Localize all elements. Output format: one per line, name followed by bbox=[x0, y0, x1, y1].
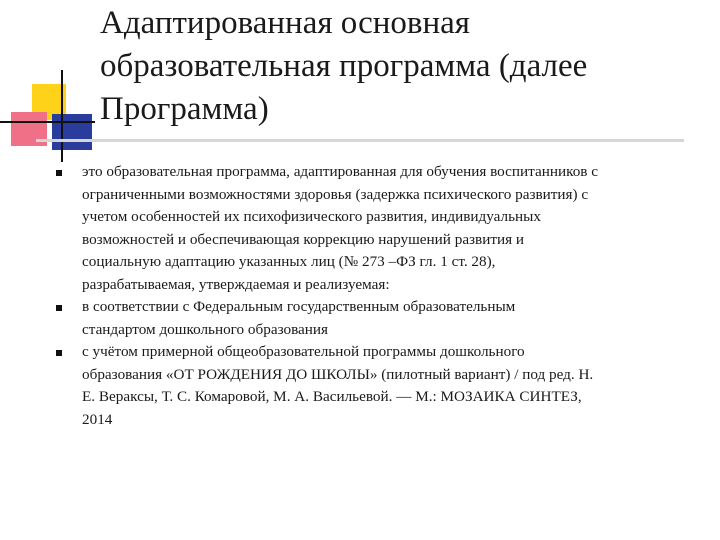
bullet-item bbox=[56, 296, 704, 341]
logo-vertical-line bbox=[61, 70, 63, 162]
bullet-item bbox=[56, 161, 704, 296]
square-bullet-icon bbox=[56, 305, 62, 311]
bullet-list bbox=[56, 161, 704, 431]
title-line: Адаптированная основная bbox=[100, 5, 470, 41]
logo-horizontal-line bbox=[0, 121, 95, 123]
bullet-text-line: стандартом дошкольного образования bbox=[82, 320, 329, 338]
title-line: образовательная программа (далее bbox=[100, 48, 588, 84]
title-divider bbox=[36, 139, 684, 142]
square-bullet-icon bbox=[56, 170, 62, 176]
bullet-item bbox=[56, 341, 704, 431]
bullet-text-line: в соответствии с Федеральным государственным образовательным bbox=[82, 298, 516, 315]
bullet-text-line: с учётом примерной общеобразовательной программы дошкольного bbox=[82, 343, 525, 360]
title-line: Программа) bbox=[100, 91, 269, 127]
logo-blue-square bbox=[52, 114, 92, 150]
bullet-text-line: возможностей и обеспечивающая коррекцию нарушений развития и bbox=[82, 230, 525, 248]
bullet-text-line: это образовательная программа, адаптированная для обучения воспитанников с bbox=[82, 163, 599, 180]
bullet-text-line: ограниченными возможностями здоровья (задержка психического развития) с bbox=[82, 185, 589, 203]
bullet-text-line: Е. Вераксы, Т. С. Комаровой, М. А. Васильевой. — М.: МОЗАИКА СИНТЕЗ, bbox=[82, 388, 582, 405]
bullet-text-line: разрабатываемая, утверждаемая и реализуемая: bbox=[82, 275, 390, 293]
bullet-text-line: 2014 bbox=[82, 410, 113, 428]
bullet-text-line: образования «ОТ РОЖДЕНИЯ ДО ШКОЛЫ» (пилотный вариант) / под ред. Н. bbox=[82, 365, 594, 383]
slide-title bbox=[100, 2, 700, 131]
bullet-text-line: учетом особенностей их психофизического развития, индивидуальных bbox=[82, 208, 541, 225]
square-bullet-icon bbox=[56, 350, 62, 356]
bullet-text-line: социальную адаптацию указанных лиц (№ 273 –ФЗ гл. 1 ст. 28), bbox=[82, 253, 496, 270]
